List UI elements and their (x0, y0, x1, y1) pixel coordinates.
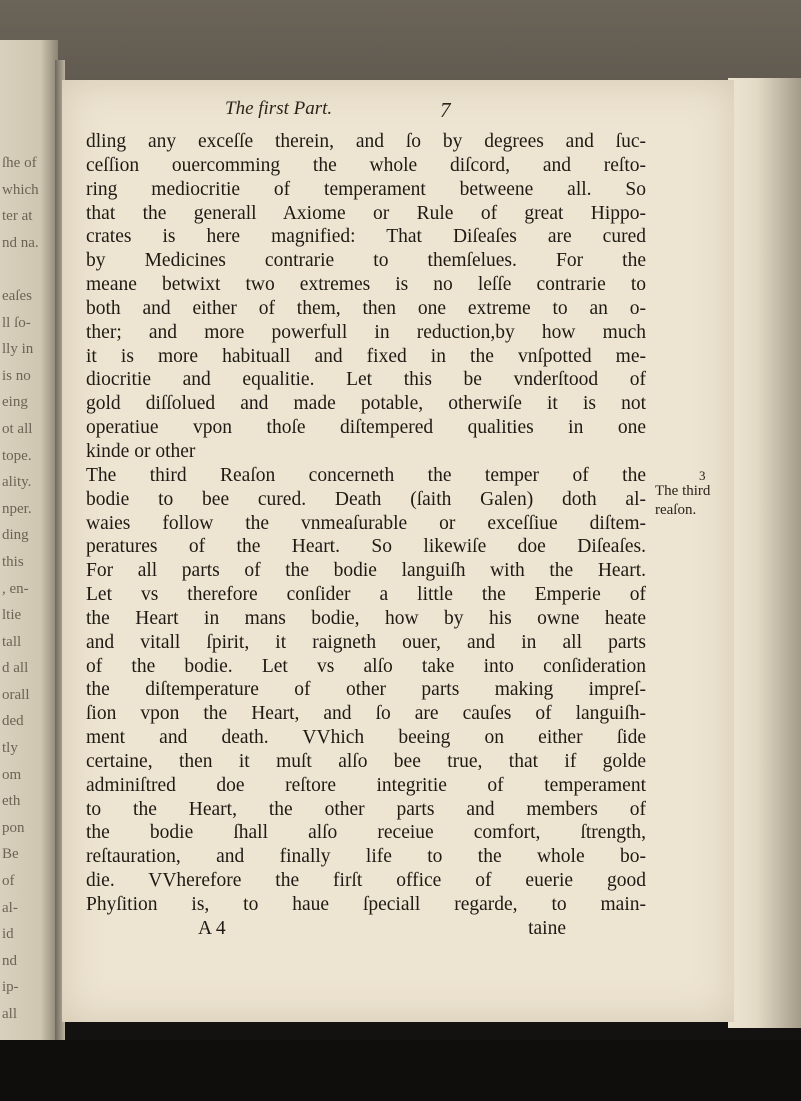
text-line: the diſtemperature of other parts making impreſ- (86, 679, 646, 701)
catchword: taine (528, 917, 566, 939)
text-line: crates is here magnified: That Diſeaſes are cured (86, 226, 646, 248)
text-line: ment and death. VVhich beeing on either ſide (86, 727, 646, 749)
margin-note-number: 3 (699, 468, 706, 483)
text-line: of the bodie. Let vs alſo take into conſideration (86, 655, 646, 677)
text-line: ther; and more powerfull in reduction,by how much (86, 321, 646, 343)
facing-page-fragment: tly (2, 740, 18, 757)
facing-page-fragment: om (2, 766, 22, 783)
text-line: peratures of the Heart. So likewiſe doe Diſeaſes. (86, 536, 646, 558)
bottom-shadow (0, 1040, 801, 1101)
facing-page-fragment: which (2, 181, 39, 198)
text-line: The third Reaſon concerneth the temper of the (86, 464, 646, 486)
facing-page-fragment: eth (2, 793, 21, 810)
facing-page-fragment: ality. (2, 474, 32, 491)
text-line: adminiſtred doe reſtore integritie of temperament (86, 774, 646, 796)
facing-page-fragment: ot all (2, 420, 33, 437)
facing-page-fragment: nper. (2, 500, 32, 517)
facing-page-fragment: pon (2, 819, 25, 836)
facing-page-fragment: nd na. (2, 234, 39, 251)
facing-page-fragment: is no (2, 367, 31, 384)
facing-page-fragment: ding (2, 527, 29, 544)
facing-page-fragment: of (2, 873, 15, 890)
margin-note-line-1: The third (655, 483, 711, 499)
running-head: The first Part. (225, 98, 333, 119)
facing-page-fragment: d all (2, 660, 29, 677)
facing-page-fragment: ltie (2, 607, 22, 624)
text-line: bodie to bee cured. Death (ſaith Galen) doth al- (86, 488, 646, 510)
facing-page-fragment: tall (2, 633, 22, 650)
text-line: reſtauration, and finally life to the whole bo- (86, 846, 646, 868)
facing-page-fragment: eing (2, 394, 28, 411)
facing-page-fragment (2, 256, 46, 283)
facing-page-fragment: tope. (2, 447, 32, 464)
text-line: For all parts of the bodie languiſh with the Heart. (86, 560, 646, 582)
facing-page-fragment: all (2, 1006, 17, 1022)
facing-page-fragment: ded (2, 713, 24, 730)
facing-page-fragment: al- (2, 899, 18, 916)
text-line: both and either of them, then one extreme to an o- (86, 297, 646, 319)
text-line: meane betwixt two extremes is no leſſe contrarie to (86, 274, 646, 296)
text-line: Let vs therefore conſider a little the Emperie of (86, 584, 646, 606)
signature-mark: A 4 (198, 917, 226, 939)
margin-note-line-2: reaſon. (655, 502, 697, 518)
text-line: the bodie ſhall alſo receiue comfort, ſtrength, (86, 822, 646, 844)
text-line: Phyſition is, to haue ſpeciall regarde, to main- (86, 894, 646, 915)
text-line: dling any exceſſe therein, and ſo by degrees and ſuc- (86, 131, 646, 152)
body-text (86, 130, 646, 941)
facing-page-fragment: Be (2, 846, 19, 863)
text-line: gold diſſolued and made potable, otherwiſe it is not (86, 393, 646, 415)
text-line: waies follow the vnmeaſurable or exceſſiue diſtem- (86, 512, 646, 534)
facing-page-fragment: orall (2, 686, 30, 703)
text-line: ceſſion ouercomming the whole diſcord, and reſto- (86, 154, 646, 176)
facing-page-fragment: ter at (2, 208, 33, 225)
text-line: kinde or other (86, 440, 196, 462)
text-line: ring mediocritie of temperament betweene all. So (86, 178, 646, 200)
facing-page-fragment: id (2, 926, 14, 943)
facing-page-fragment: , en- (2, 580, 29, 597)
text-line: the Heart in mans bodie, how by his owne heate (86, 607, 646, 629)
signature-catchword-line (86, 917, 646, 941)
text-line: it is more habituall and fixed in the vnſpotted me- (86, 345, 646, 367)
text-line: that the generall Axiome or Rule of great Hippo- (86, 202, 646, 224)
facing-page-fragment: eaſes (2, 287, 32, 304)
margin-note (655, 470, 735, 520)
facing-page-fragment: this (2, 553, 24, 570)
text-line: to the Heart, the other parts and members of (86, 798, 646, 820)
facing-page-fragments (2, 150, 46, 1101)
page-right-edge (728, 78, 801, 1028)
text-line: diocritie and equalitie. Let this be vnderſtood of (86, 369, 646, 391)
text-line: die. VVherefore the firſt office of euerie good (86, 870, 646, 892)
facing-page-fragment: ll ſo- (2, 314, 31, 331)
facing-page-fragment: nd (2, 952, 17, 969)
page-number: 7 (440, 98, 451, 122)
text-line: ſion vpon the Heart, and ſo are cauſes of languiſh- (86, 703, 646, 725)
facing-page-fragment: ſhe of (2, 155, 37, 171)
text-line: and vitall ſpirit, it raigneth ouer, and in all parts (86, 631, 646, 653)
facing-page-fragment: ip- (2, 979, 19, 996)
text-line: by Medicines contrarie to themſelues. For the (86, 250, 646, 272)
text-line: certaine, then it muſt alſo bee true, that if golde (86, 750, 646, 772)
facing-page-fragment: lly in (2, 341, 34, 358)
text-line: operatiue vpon thoſe diſtempered qualities in one (86, 417, 646, 439)
